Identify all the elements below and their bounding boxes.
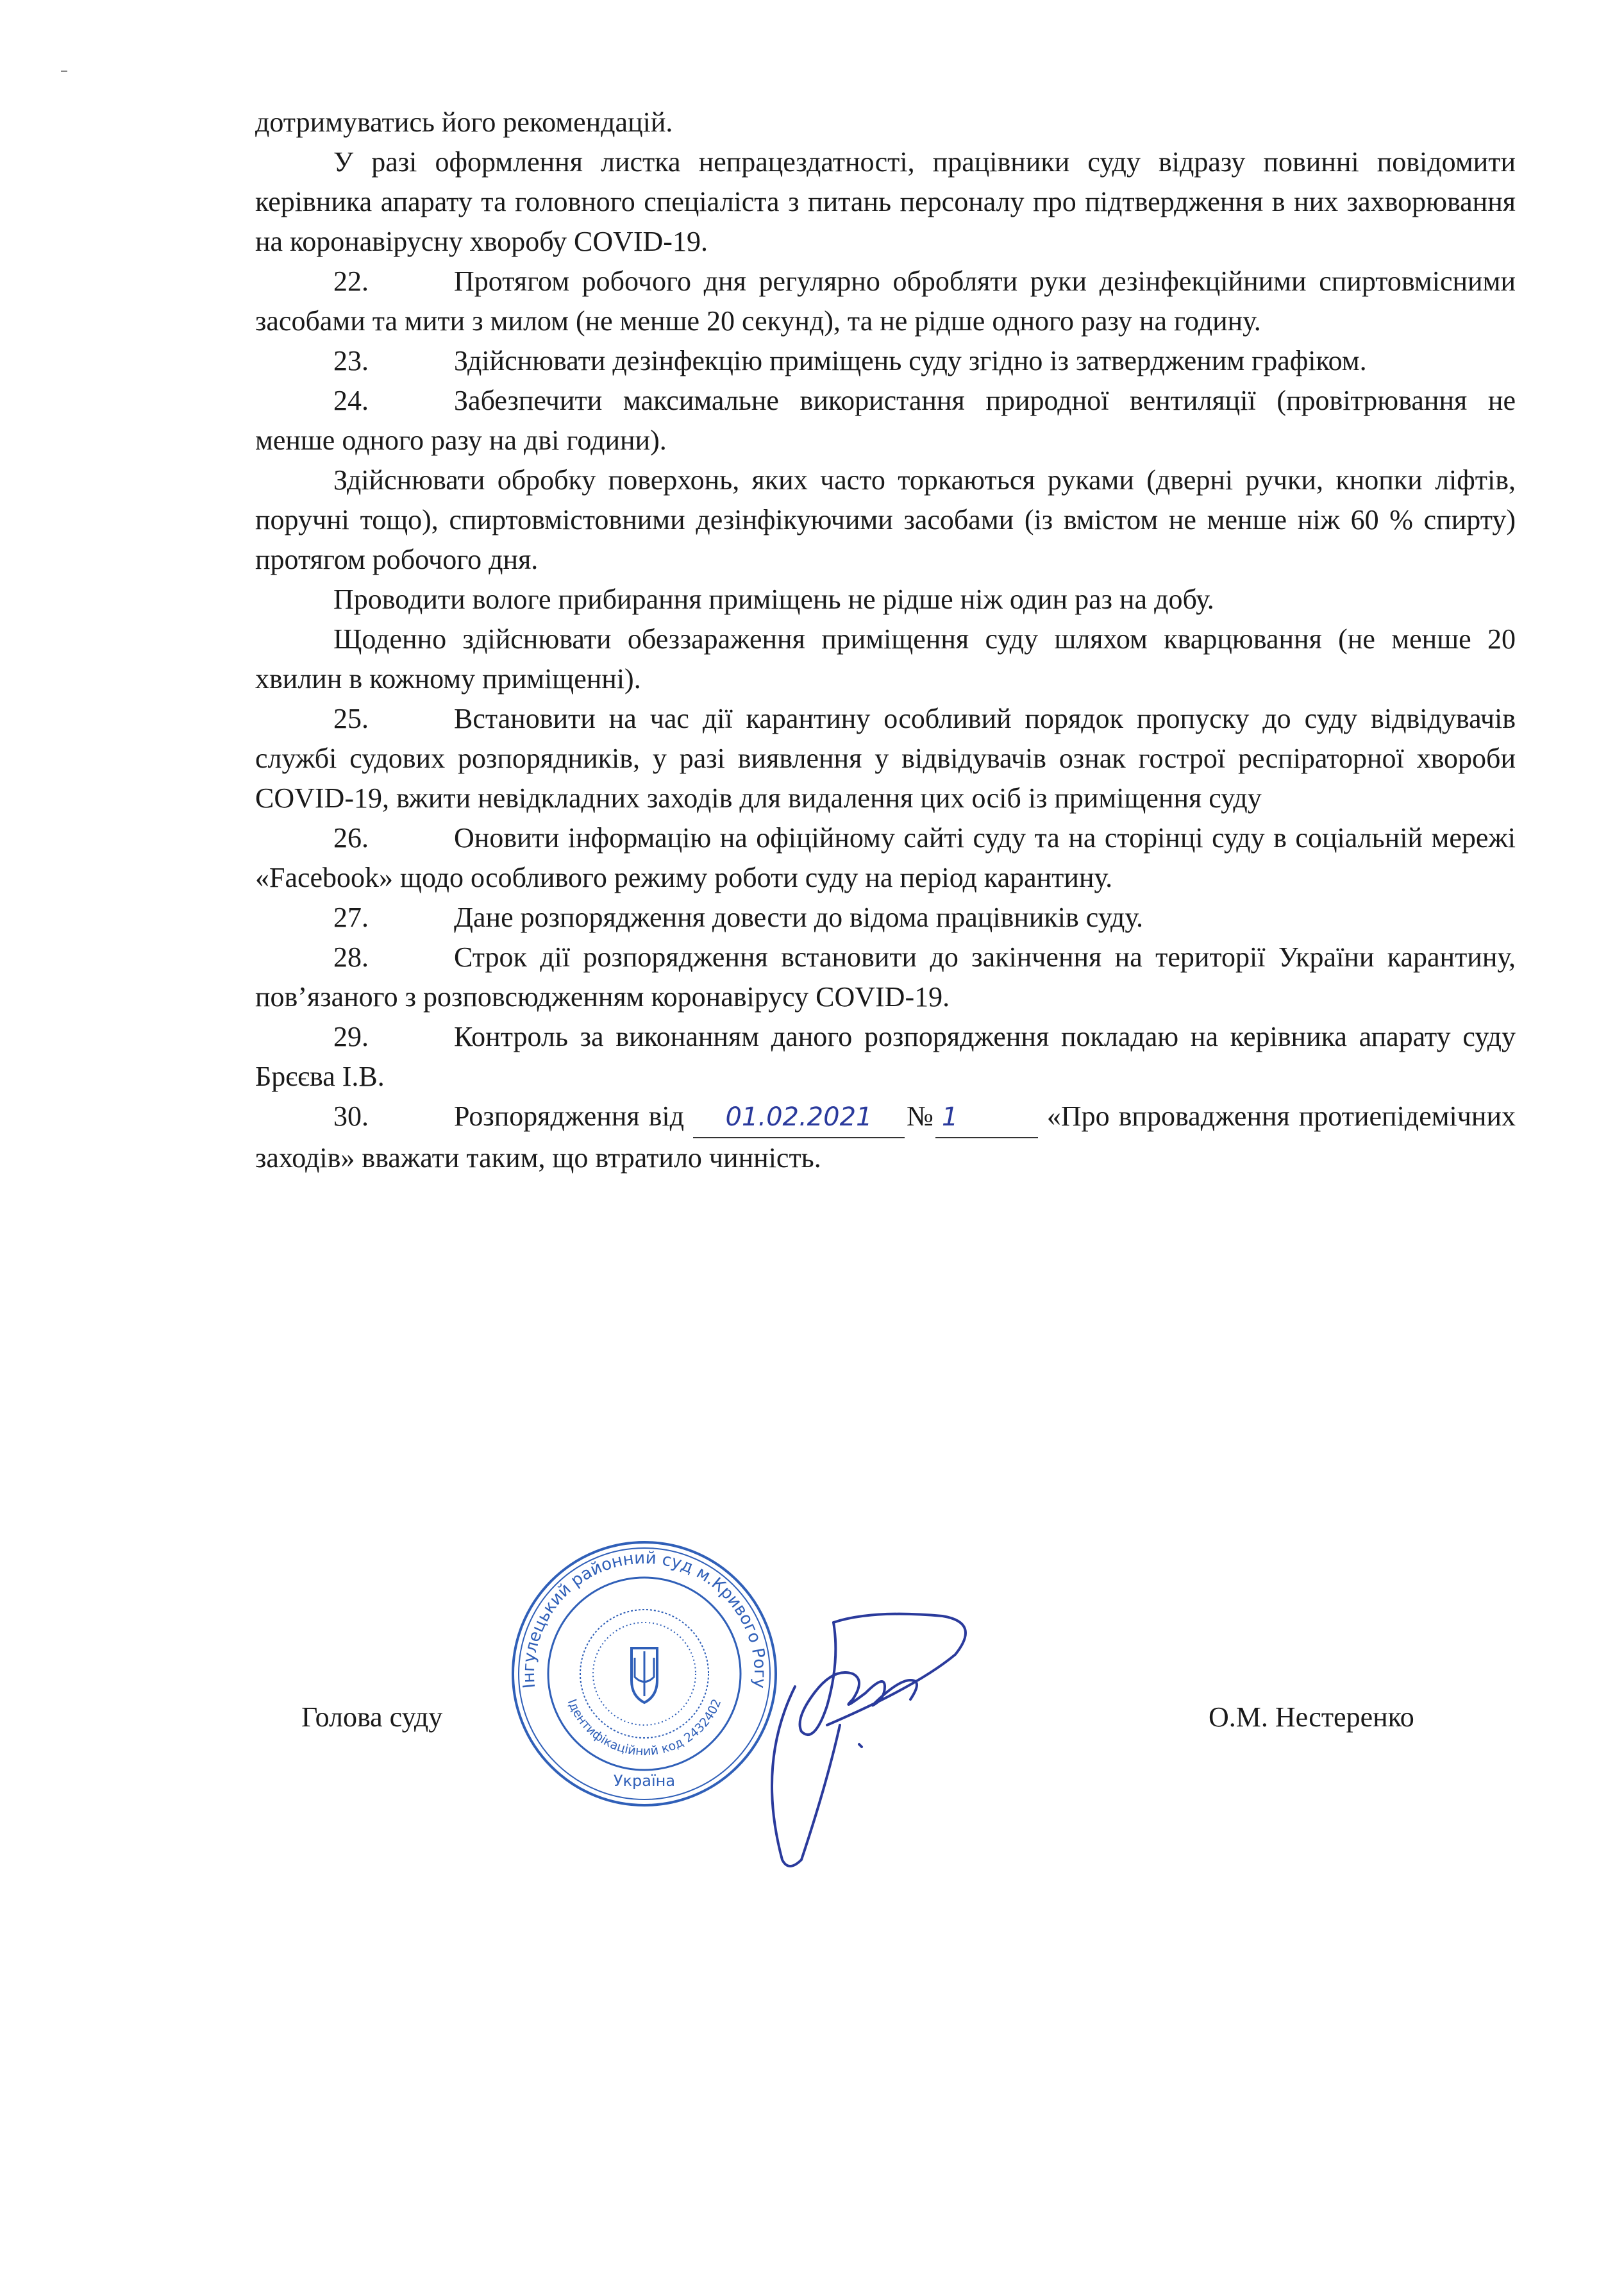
paragraph-number: 24. <box>333 385 369 416</box>
paragraph-text: Розпорядження від <box>454 1100 693 1132</box>
numbered-paragraph <box>255 898 1516 938</box>
numbered-paragraph <box>255 818 1516 898</box>
paragraph-text: Щоденно здійснювати обеззараження приміщення суду шляхом кварцювання (не менше 20 хвилин в кожному приміщенні). <box>255 623 1516 695</box>
paragraph-text: Встановити на час дії карантину особливий порядок пропуску до суду відвідувачів службі судових розпорядників, у разі виявлення у відвідувачів ознак гострої респіраторної хвороби COVID-19, вжити невідкладних заходів для видалення цих осіб із приміщення суду <box>255 703 1516 814</box>
paragraph-text: Здійснювати дезінфекцію приміщень суду згідно із затвердженим графіком. <box>454 345 1367 376</box>
numbered-paragraph <box>255 1097 1516 1178</box>
paragraph-number: 22. <box>333 265 369 297</box>
paragraph-number: 23. <box>333 345 369 376</box>
paragraph-number: 28. <box>333 941 369 973</box>
paragraph-number: 30. <box>333 1100 369 1132</box>
stamp-outer-text: Інгулецький районний суд м.Кривого Рогу <box>519 1548 770 1690</box>
numbered-paragraph <box>255 699 1516 818</box>
paragraph-text: Проводити вологе прибирання приміщень не рідше ніж один раз на добу. <box>333 584 1214 615</box>
paragraph-number: 29. <box>333 1021 369 1052</box>
paragraph-text: дотримуватись його рекомендацій. <box>255 106 673 138</box>
number-sign: № <box>904 1100 935 1132</box>
paragraph-text: Дане розпорядження довести до відома працівників суду. <box>454 902 1143 933</box>
paragraph-text: Здійснювати обробку поверхонь, яких часто торкаються руками (дверні ручки, кнопки ліфтів, поручні тощо), спиртовмістовними дезінфікуючими засобами (із вмістом не менше ніж 60 % спирту) протягом робочого дня. <box>255 464 1516 575</box>
handwritten-doc-number: 1 <box>935 1097 1038 1138</box>
numbered-paragraph <box>255 938 1516 1017</box>
paragraph-text: Оновити інформацію на офіційному сайті суду та на сторінці суду в соціальній мережі «Facebook» щодо особливого режиму роботи суду на період карантину. <box>255 822 1516 893</box>
signatory-name: О.М. Нестеренко <box>1209 1701 1414 1733</box>
numbered-paragraph <box>255 1017 1516 1097</box>
paragraph-number: 27. <box>333 902 369 933</box>
paragraph-text: Забезпечити максимальне використання природної вентиляції (провітрювання не менше одного разу на дві години). <box>255 385 1516 456</box>
paragraph <box>255 460 1516 580</box>
paragraph-number: 25. <box>333 703 369 734</box>
signatory-role: Голова суду <box>301 1701 443 1733</box>
paragraph <box>255 142 1516 262</box>
document-body <box>255 103 1516 1178</box>
paragraph <box>255 580 1516 619</box>
paragraph-text: Контроль за виконанням даного розпорядження покладаю на керівника апарату суду Брєєва І.В. <box>255 1021 1516 1092</box>
numbered-paragraph <box>255 381 1516 460</box>
paragraph-text: Протягом робочого дня регулярно обробляти руки дезінфекційними спиртовмісними засобами та мити з милом (не менше 20 секунд), та не рідше одного разу на годину. <box>255 265 1516 337</box>
paragraph <box>255 619 1516 699</box>
paragraph-number: 26. <box>333 822 369 854</box>
stamp-bottom-text: Україна <box>613 1772 676 1790</box>
numbered-paragraph <box>255 262 1516 341</box>
numbered-paragraph <box>255 341 1516 381</box>
handwritten-signature <box>641 1558 1026 1879</box>
handwritten-date: 01.02.2021 <box>693 1097 905 1138</box>
paragraph-text: У разі оформлення листка непрацездатності, працівники суду відразу повинні повідомити керівника апарату та головного спеціаліста з питань персоналу про підтвердження в них захворювання на коронавірусну хворобу COVID-19. <box>255 146 1516 257</box>
scan-artifact <box>61 71 67 72</box>
stamp-inner-text: Ідентифікаційний код 2432402 <box>564 1697 724 1759</box>
paragraph-text: «Про впровадження протиепідемічних заходів» вважати таким, що втратило чинність. <box>255 1100 1516 1174</box>
paragraph-text: Строк дії розпорядження встановити до закінчення на території України карантину, пов’язаного з розповсюдженням коронавірусу COVID-19. <box>255 941 1516 1013</box>
paragraph <box>255 103 1516 142</box>
